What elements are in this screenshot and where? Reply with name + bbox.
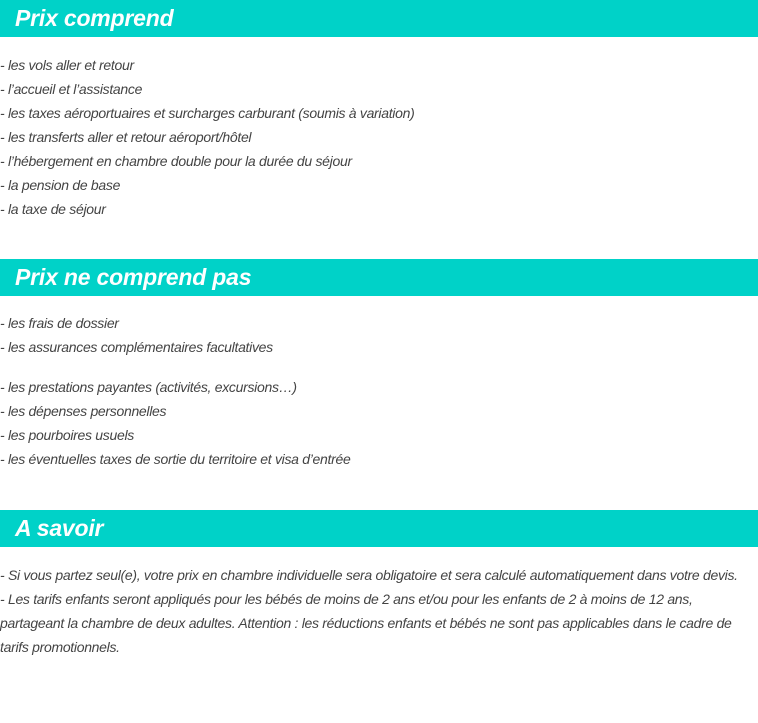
list-item: - l’hébergement en chambre double pour la durée du séjour [0, 153, 352, 169]
list-item: - la pension de base [0, 177, 121, 193]
list-item: - les frais de dossier [0, 315, 119, 331]
list-item: - la taxe de séjour [0, 201, 106, 217]
section-a-savoir [0, 510, 758, 659]
list-item: - les taxes aéroportuaires et surcharges carburant (soumis à variation) [0, 105, 415, 121]
info-paragraph: - Si vous partez seul(e), votre prix en chambre individuelle sera obligatoire et sera calculé automatiquement dans votre devis. [0, 567, 738, 583]
list-item: - les dépenses personnelles [0, 403, 167, 419]
list-item: - les transferts aller et retour aéroport/hôtel [0, 129, 252, 145]
section-title: A savoir [0, 510, 758, 547]
section-title: Prix ne comprend pas [0, 259, 758, 296]
section-title: Prix comprend [0, 0, 758, 37]
info-paragraphs [0, 547, 758, 659]
list-item: - les prestations payantes (activités, excursions…) [0, 379, 297, 395]
list-item: - les vols aller et retour [0, 57, 134, 73]
list-item: - les pourboires usuels [0, 427, 134, 443]
list-item: - les éventuelles taxes de sortie du territoire et visa d’entrée [0, 451, 351, 467]
list-item: - l’accueil et l’assistance [0, 81, 143, 97]
list-item: - les assurances complémentaires facultatives [0, 339, 273, 355]
section-prix-comprend [0, 0, 758, 221]
included-list [0, 37, 758, 221]
info-paragraph: - Les tarifs enfants seront appliqués pour les bébés de moins de 2 ans et/ou pour les enfants de 2 à moins de 12 ans, partageant la chambre de deux adultes. Attention : les réductions enfants et bébés ne sont pas applicables dans le cadre de tarifs promotionnels. [0, 591, 732, 655]
section-prix-ne-comprend-pas [0, 259, 758, 471]
excluded-list [0, 296, 758, 471]
